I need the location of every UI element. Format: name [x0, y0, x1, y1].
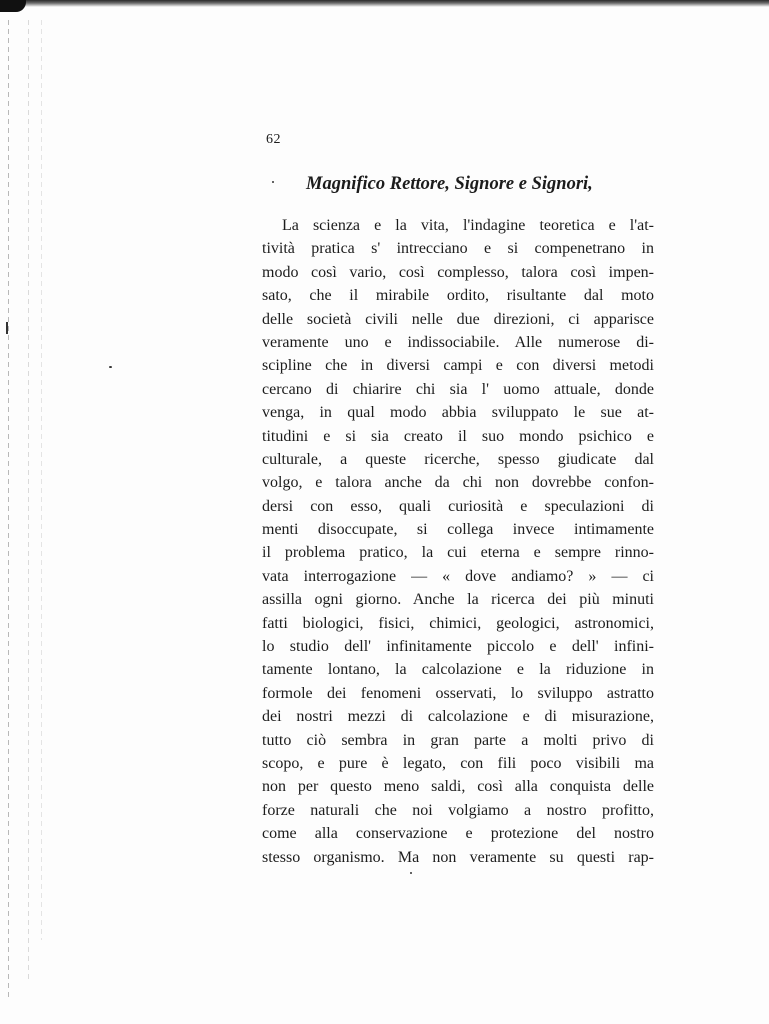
text-line: volgo, e talora anche da chi non dovrebbe confon- [262, 474, 654, 492]
text-line: cercano di chiarire chi sia l' uomo attuale, donde [262, 380, 654, 398]
scan-left-rule [8, 20, 9, 1000]
text-line: dersi con esso, quali curiosità e speculazioni di [262, 497, 654, 515]
scan-corner-blot [0, 0, 26, 12]
text-line: assilla ogni giorno. Anche la ricerca dei più minuti [262, 591, 654, 609]
text-line: venga, in qual modo abbia sviluppato le sue at- [262, 404, 654, 422]
text-line: il problema pratico, la cui eterna e sempre rinno- [262, 544, 654, 562]
text-line: titudini e si sia creato il suo mondo psichico e [262, 427, 654, 445]
scan-top-edge [0, 0, 769, 7]
body-paragraph [262, 214, 654, 869]
text-line: veramente uno e indissociabile. Alle numerose di- [262, 333, 654, 351]
scan-left-rule [41, 20, 42, 940]
text-line: forze naturali che noi volgiamo a nostro profitto, [262, 801, 654, 819]
scan-speck [109, 366, 112, 368]
text-line: formole dei fenomeni osservati, lo sviluppo astratto [262, 684, 654, 702]
scan-left-rule [28, 20, 29, 980]
text-line: non per questo meno saldi, così alla conquista delle [262, 778, 654, 796]
text-line: tamente lontano, la calcolazione e la riduzione in [262, 661, 654, 679]
text-line: fatti biologici, fisici, chimici, geologici, astronomici, [262, 614, 654, 632]
page-number: 62 [266, 132, 281, 147]
scan-left-mark [6, 322, 8, 334]
text-line: tività pratica s' intrecciano e si compenetrano in [262, 240, 654, 258]
text-line: dei nostri mezzi di calcolazione e di misurazione, [262, 708, 654, 726]
text-line: stesso organismo. Ma non veramente su questi rap- [262, 848, 654, 866]
page-heading: Magnifico Rettore, Signore e Signori, [306, 174, 593, 194]
text-line: scopo, e pure è legato, con fili poco visibili ma [262, 754, 654, 772]
text-line: delle società civili nelle due direzioni, ci apparisce [262, 310, 654, 328]
text-line: come alla conservazione e protezione del nostro [262, 825, 654, 843]
text-line: lo studio dell' infinitamente piccolo e dell' infini- [262, 638, 654, 656]
text-line: sato, che il mirabile ordito, risultante dal moto [262, 287, 654, 305]
text-line: scipline che in diversi campi e con diversi metodi [262, 357, 654, 375]
text-line: vata interrogazione — « dove andiamo? » — ci [262, 567, 654, 585]
scan-speck [272, 181, 274, 183]
text-line: menti disoccupate, si collega invece intimamente [262, 521, 654, 539]
scan-speck [410, 872, 412, 874]
text-line: modo così vario, così complesso, talora così impen- [262, 263, 654, 281]
text-line: tutto ciò sembra in gran parte a molti privo di [262, 731, 654, 749]
text-line: culturale, a queste ricerche, spesso giudicate dal [262, 450, 654, 468]
text-line: La scienza e la vita, l'indagine teoretica e l'at- [282, 217, 654, 234]
